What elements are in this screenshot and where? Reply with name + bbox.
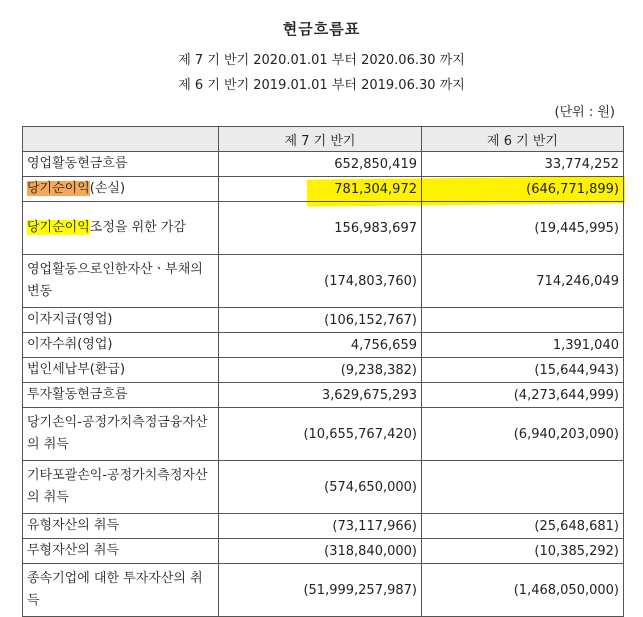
row-label: 투자활동현금흐름 [23,383,219,408]
row-label-rest: 조정을 위한 가감 [89,220,186,235]
row-value-current: (10,655,767,420) [219,408,422,461]
table-row [23,333,624,358]
table-row [23,564,624,617]
table-row [23,202,624,255]
row-value-prior: (25,648,681) [422,514,624,539]
row-label: 당기손익-공정가치측정금융자산의 취득 [23,408,219,461]
table-row [23,255,624,308]
row-value-prior: (4,273,644,999) [422,383,624,408]
table-row [23,383,624,408]
row-value-current: (106,152,767) [219,308,422,333]
table-row [23,358,624,383]
unit-label: (단위 : 원) [554,105,615,120]
row-label: 이자수취(영업) [23,333,219,358]
row-value-current: 156,983,697 [219,202,422,255]
table-row [23,152,624,177]
row-value-prior: (1,468,050,000) [422,564,624,617]
row-value-current: (174,803,760) [219,255,422,308]
row-value-prior: (646,771,899) [422,177,624,202]
row-value-current: (318,840,000) [219,539,422,564]
row-value-prior [422,461,624,514]
highlighted-term: 당기순이익 [27,220,90,235]
row-label: 종속기업에 대한 투자자산의 취득 [23,564,219,617]
row-value-prior: (15,644,943) [422,358,624,383]
row-label: 기타포괄손익-공정가치측정자산의 취득 [23,461,219,514]
row-value-current: 4,756,659 [219,333,422,358]
row-value-prior: 714,246,049 [422,255,624,308]
row-label: 영업활동으로인한자산ㆍ부채의변동 [23,255,219,308]
table-row [23,539,624,564]
row-value-current: 652,850,419 [219,152,422,177]
period-prior: 제 6 기 반기 2019.01.01 부터 2019.06.30 까지 [178,78,465,93]
row-label [23,202,219,255]
period-current: 제 7 기 반기 2020.01.01 부터 2020.06.30 까지 [178,53,465,68]
header-current-period: 제 7 기 반기 [219,127,422,152]
row-label-rest: (손실) [89,181,126,196]
table-row [23,408,624,461]
row-value-prior: (19,445,995) [422,202,624,255]
cash-flow-table [22,126,624,617]
table-row [23,308,624,333]
row-value-current: (9,238,382) [219,358,422,383]
row-value-prior: (10,385,292) [422,539,624,564]
row-value-current: 781,304,972 [219,177,422,202]
row-label: 법인세납부(환급) [23,358,219,383]
row-value-prior: 1,391,040 [422,333,624,358]
row-value-current: (51,999,257,987) [219,564,422,617]
header-prior-period: 제 6 기 반기 [422,127,624,152]
row-label [23,177,219,202]
table-row [23,177,624,202]
row-label: 무형자산의 취득 [23,539,219,564]
row-value-current: 3,629,675,293 [219,383,422,408]
row-label: 유형자산의 취득 [23,514,219,539]
row-value-current: (574,650,000) [219,461,422,514]
table-row [23,461,624,514]
row-value-prior: (6,940,203,090) [422,408,624,461]
row-value-prior [422,308,624,333]
row-label: 영업활동현금흐름 [23,152,219,177]
header-label-col [23,127,219,152]
row-value-prior: 33,774,252 [422,152,624,177]
table-header-row [23,127,624,152]
table-row [23,514,624,539]
highlighted-term: 당기순이익 [27,181,90,196]
row-value-current: (73,117,966) [219,514,422,539]
statement-title: 현금흐름표 [282,20,361,38]
row-label: 이자지급(영업) [23,308,219,333]
